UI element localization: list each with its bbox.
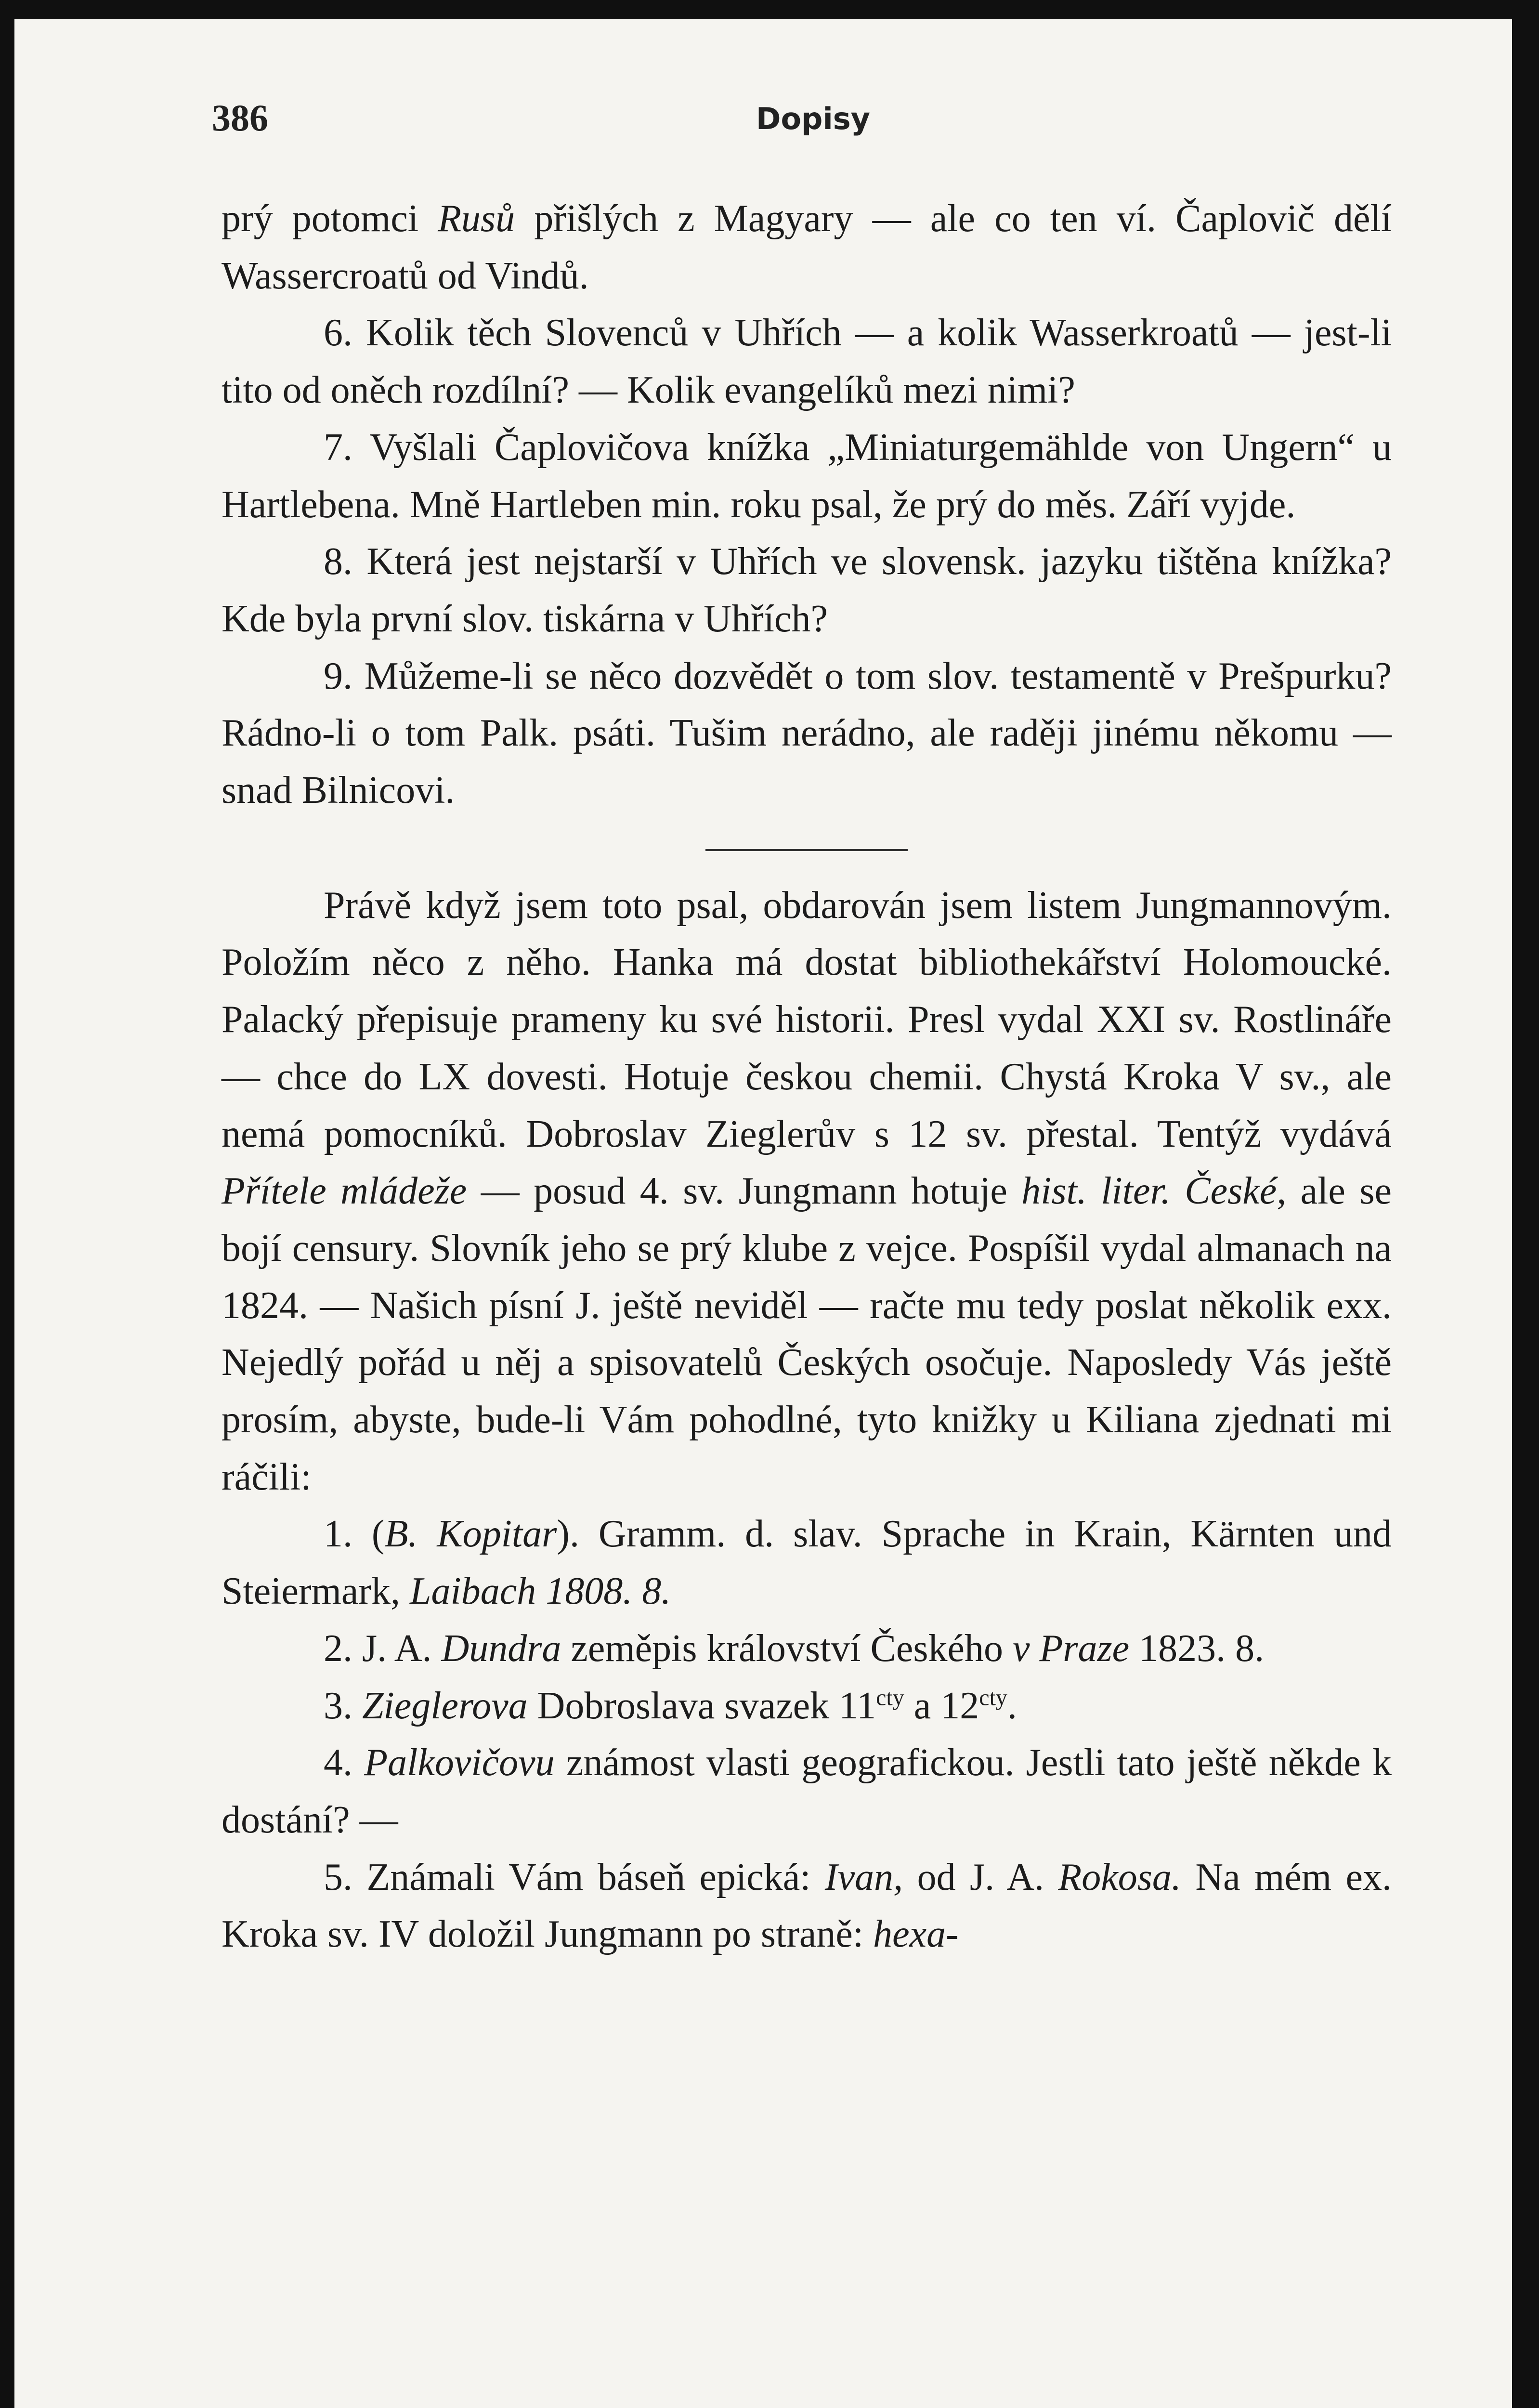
text-run: . [1007,1684,1017,1727]
text-run: ). Gramm. d. slav. Sprache in Krain, Kärnten und Steiermark, [222,1513,1392,1613]
page-body [222,190,1392,1963]
text-run: známost vlasti geografickou. Jestli tato ještě někde k dostání? — [222,1741,1392,1841]
text-run: Právě když jsem toto psal, obdarován jsem listem Jungmannovým. Položím něco z něho. Hanka má dostat bibliothekářství Holomoucké. Palacký přepisuje prameny ku své historii. Presl vydal XXI sv. Rostlináře — chce do LX dovesti. Hotuje českou chemii. Chystá Kroka V sv., ale nemá pomocníků. Dobroslav Zieglerův s 12 sv. přestal. Tentýž vydává [222,884,1392,1155]
section-divider [705,849,908,851]
page-number: 386 [212,97,268,139]
italic-run: Zieglerova [362,1684,528,1727]
paragraph-main [222,877,1392,1506]
text-run: prý potomci [222,197,438,240]
italic-run: Laibach 1808. 8. [409,1570,671,1613]
page-header [212,96,1377,144]
italic-run: Palkovičovu [364,1741,555,1784]
text-run: 3. [324,1684,362,1727]
text-run: 4. [324,1741,365,1784]
italic-run: Dundra [441,1627,561,1670]
paragraph-continuation [222,190,1392,304]
italic-run: v Praze [1012,1627,1130,1670]
question-8: 8. Která jest nejstarší v Uhřích ve slovensk. jazyku tištěna knížka? Kde byla první slov. tiskárna v Uhřích? [222,540,1392,640]
text-run: přišlých z Magyary — ale co ten ví. Čaplovič dělí Wassercroatů od Vindů. [222,197,1392,297]
text-run: Na mém ex. Kroka sv. IV doložil Jungmann po straně: [222,1856,1392,1956]
text-run: zeměpis království Českého [561,1627,1013,1670]
running-title: Dopisy [756,101,871,136]
italic-run: Ivan, [824,1856,903,1898]
list-item-5 [222,1849,1392,1963]
list-item-2 [222,1620,1392,1677]
superscript: cty [979,1684,1007,1710]
italic-run: B. Kopitar [384,1513,557,1556]
text-run: ale se bojí censury. Slovník jeho se prý klube z vejce. Pospíšil vydal almanach na 1824. — Našich písní J. ještě neviděl — račte mu tedy poslat několik exx. Nejedlý pořád u něj a spisovatelů Českých osočuje. Naposledy Vás ještě prosím, abyste, bude-li Vám pohodlné, tyto knižky u Kiliana zjednati mi ráčili: [222,1170,1392,1498]
italic-run: hexa- [873,1913,959,1956]
text-run: od J. A. [903,1856,1058,1898]
question-9: 9. Můžeme-li se něco dozvědět o tom slov. testamentě v Prešpurku? Rádno-li o tom Palk. psáti. Tušim nerádno, ale raději jinému někomu — snad Bilnicovi. [222,654,1392,812]
list-item-4 [222,1734,1392,1848]
text-run: — posud 4. sv. Jungmann hotuje [467,1170,1022,1213]
italic-run: hist. liter. České, [1021,1170,1287,1213]
text-run: 1. ( [324,1513,385,1556]
text-run: 5. Známali Vám báseň epická: [324,1856,825,1898]
list-item-1 [222,1505,1392,1620]
italic-run: Přítele mládeže [222,1170,467,1213]
italic-run: Rusů [438,197,515,240]
italic-run: Rokosa. [1058,1856,1181,1898]
list-item-3 [222,1677,1392,1735]
question-6: 6. Kolik těch Slovenců v Uhřích — a kolik Wasserkroatů — jest-li tito od oněch rozdílní? — Kolik evangelíků mezi nimi? [222,312,1392,412]
text-run: Dobroslava svazek 11 [527,1684,876,1727]
superscript: cty [876,1684,904,1710]
text-run: 2. J. A. [324,1627,442,1670]
text-run: a 12 [904,1684,979,1727]
question-7: 7. Vyšlali Čaplovičova knížka „Miniaturgemählde von Ungern“ u Hartlebena. Mně Hartleben min. roku psal, že prý do měs. Září vyjde. [222,426,1392,526]
text-run: 1823. 8. [1129,1627,1265,1670]
